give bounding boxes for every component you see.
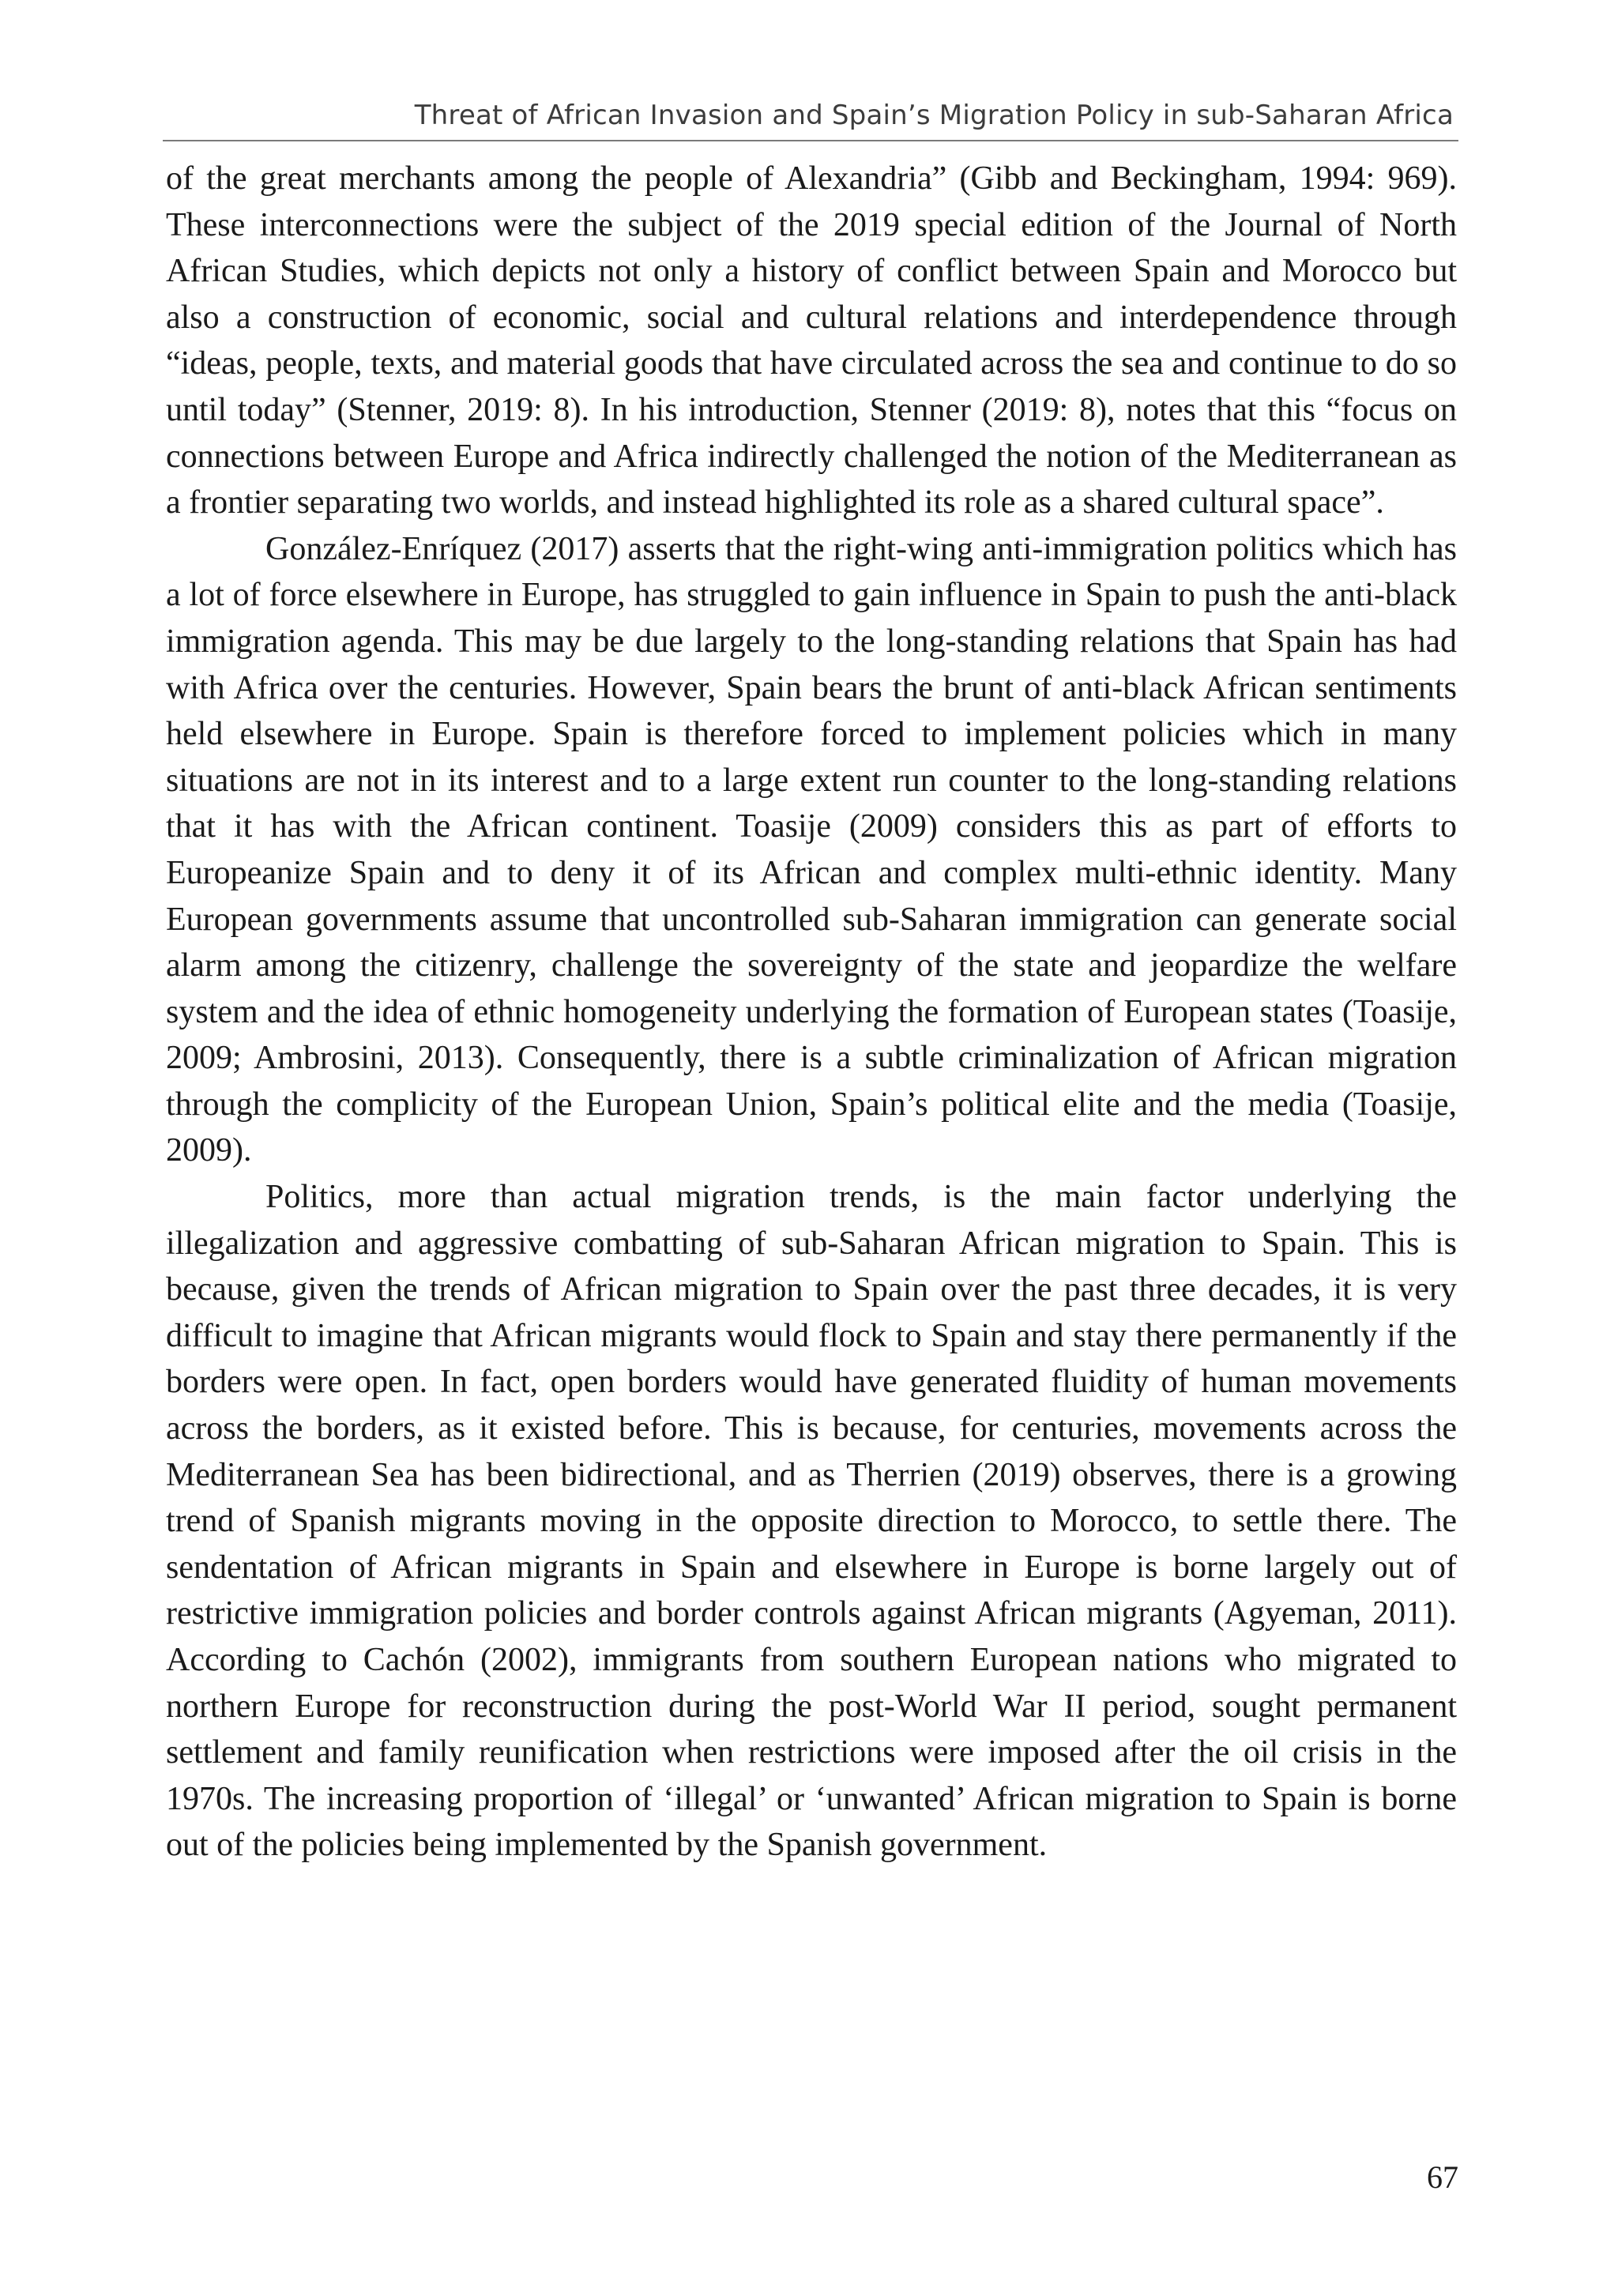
paragraph-3: Politics, more than actual migration trends, is the main factor underlying the illegalization and aggressive combatting of sub-Saharan African migration to Spain. This is because, given the trends of African migration to Spain over the past three decades, it is very difficult to imagine that African migrants would flock to Spain and stay there permanently if the borders were open. In fact, open borders would have generated fluidity of human movements across the borders, as it existed before. This is because, for centuries, movements across the Mediterranean Sea has been bidirectional, and as Therrien (2019) observes, there is a growing trend of Spanish migrants moving in the opposite direction to Morocco, to settle there. The sendentation of African migrants in Spain and elsewhere in Europe is borne largely out of restrictive immigration policies and border controls against African migrants (Agyeman, 2011). According to Cachón (2002), immigrants from southern European nations who migrated to northern Europe for reconstruction during the post-World War II period, sought permanent settlement and family reunification when restrictions were imposed after the oil crisis in the 1970s. The increasing proportion of ‘illegal’ or ‘unwanted’ African migration to Spain is borne out of the policies being implemented by the Spanish government. bbox=[166, 1179, 1457, 1864]
paragraph-2: González-Enríquez (2017) asserts that the right-wing anti-immigration politics which has a lot of force elsewhere in Europe, has struggled to gain influence in Spain to push the anti-black immigration agenda. This may be due largely to the long-standing relations that Spain has had with Africa over the centuries. However, Spain bears the brunt of anti-black African sentiments held elsewhere in Europe. Spain is therefore forced to implement policies which in many situations are not in its interest and to a large extent run counter to the long-standing relations that it has with the African continent. Toasije (2009) considers this as part of efforts to Europeanize Spain and to deny it of its African and complex multi-ethnic identity. Many European governments assume that uncontrolled sub-Saharan immigration can generate social alarm among the citizenry, challenge the sovereignty of the state and jeopardize the welfare system and the idea of ethnic homogeneity underlying the formation of European states (Toasije, 2009; Ambrosini, 2013). Consequently, there is a subtle criminalization of African migration through the complicity of the European Union, Spain’s political elite and the media (Toasije, 2009). bbox=[166, 530, 1457, 1169]
body-text bbox=[166, 156, 1457, 1869]
paragraph-1: of the great merchants among the people of Alexandria” (Gibb and Beckingham, 1994: 969). These interconnections were the subject of the 2019 special edition of the Journal of North African Studies, which depicts not only a history of conflict between Spain and Morocco but also a construction of economic, social and cultural relations and interdependence through “ideas, people, texts, and material goods that have circulated across the sea and continue to do so until today” (Stenner, 2019: 8). In his introduction, Stenner (2019: 8), notes that this “focus on connections between Europe and Africa indirectly challenged the notion of the Mediterranean as a frontier separating two worlds, and instead highlighted its role as a shared cultural space”. bbox=[166, 160, 1457, 521]
page-number: 67 bbox=[1427, 2159, 1458, 2195]
running-header-title: Threat of African Invasion and Spain’s Migration Policy in sub-Saharan Africa bbox=[414, 100, 1454, 131]
header-divider bbox=[163, 140, 1458, 141]
